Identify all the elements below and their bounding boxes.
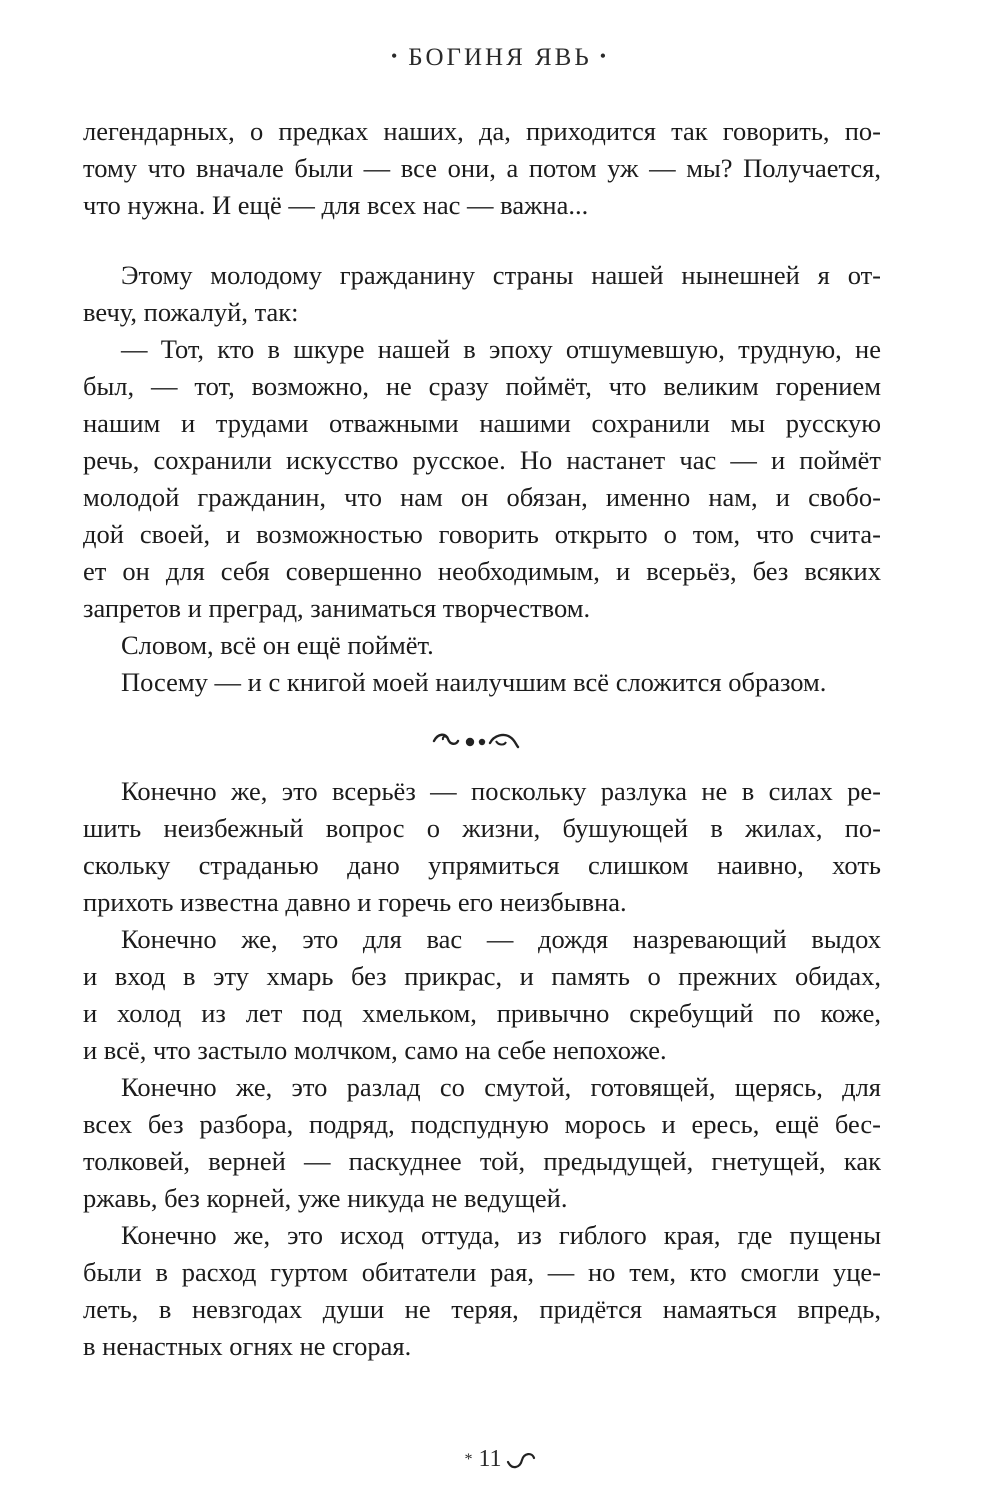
text-line: и всё, что застыло молчком, само на себе непохоже. xyxy=(83,1035,667,1065)
divider-vignette-icon xyxy=(430,727,522,757)
page-number: 11 xyxy=(478,1446,502,1472)
text-line: были в расход гуртом обитатели рая, — но тем, кто смогли уце- xyxy=(83,1257,881,1287)
text-line: Конечно же, это разлад со смутой, готовящей, щерясь, для xyxy=(121,1072,881,1102)
text-line: Конечно же, это для вас — дождя назревающий выдох xyxy=(121,924,881,954)
text-line: и холод из лет под хмельком, привычно скребущий по коже, xyxy=(83,998,881,1028)
text-line: легендарных, о предках наших, да, приходится так говорить, по- xyxy=(83,116,881,146)
text-line: в ненастных огнях не сгорая. xyxy=(83,1331,412,1361)
text-line: всех без разбора, подряд, подспудную морось и ересь, ещё бес- xyxy=(83,1109,881,1139)
text-line: шить неизбежный вопрос о жизни, бушующей в жилах, по- xyxy=(83,813,881,843)
folio-star: * xyxy=(464,1451,473,1468)
swash-ornament-icon xyxy=(506,1450,536,1470)
running-head-right-dot: • xyxy=(599,46,610,66)
text-line: скольку страданью дано упрямиться слишком наивно, хоть xyxy=(83,850,881,880)
text-line: запретов и преград, заниматься творчеством. xyxy=(83,593,591,623)
text-line: и вход в эту хмарь без прикрас, и память о прежних обидах, xyxy=(83,961,881,991)
running-head-title: БОГИНЯ ЯВЬ xyxy=(408,44,592,71)
text-line: Этому молодому гражданину страны нашей нынешней я от- xyxy=(121,260,881,290)
page-number-footer xyxy=(0,1446,1000,1473)
text-line: нашим и трудами отважными нашими сохранили мы русскую xyxy=(83,408,881,438)
text-line: Конечно же, это исход оттуда, из гиблого края, где пущены xyxy=(121,1220,881,1250)
text-line: — Тот, кто в шкуре нашей в эпоху отшумевшую, трудную, не xyxy=(121,334,881,364)
text-line: что нужна. И ещё — для всех нас — важна... xyxy=(83,190,589,220)
text-line: прихоть известна давно и горечь его неизбывна. xyxy=(83,887,627,917)
text-line: дой своей, и возможностью говорить открыто о том, что счита- xyxy=(83,519,881,549)
text-line: ржавь, без корней, уже никуда не ведущей. xyxy=(83,1183,568,1213)
text-line: был, — тот, возможно, не сразу поймёт, что великим горением xyxy=(83,371,881,401)
text-line: толковей, верней — паскуднее той, предыдущей, гнетущей, как xyxy=(83,1146,881,1176)
text-line: тому что вначале были — все они, а потом уж — мы? Получается, xyxy=(83,153,881,183)
text-line: Посему — и с книгой моей наилучшим всё сложится образом. xyxy=(121,667,827,697)
text-line: леть, в невзгодах души не теряя, придётся намаяться впредь, xyxy=(83,1294,881,1324)
text-line: ет он для себя совершенно необходимым, и всерьёз, без всяких xyxy=(83,556,881,586)
text-line: речь, сохранили искусство русское. Но настанет час — и поймёт xyxy=(83,445,881,475)
text-line: вечу, пожалуй, так: xyxy=(83,297,299,327)
running-head xyxy=(0,44,1000,72)
text-line: молодой гражданин, что нам он обязан, именно нам, и свобо- xyxy=(83,482,881,512)
running-head-left-dot: • xyxy=(390,46,401,66)
text-line: Конечно же, это всерьёз — поскольку разлука не в силах ре- xyxy=(121,776,881,806)
text-line: Словом, всё он ещё поймёт. xyxy=(121,630,434,660)
